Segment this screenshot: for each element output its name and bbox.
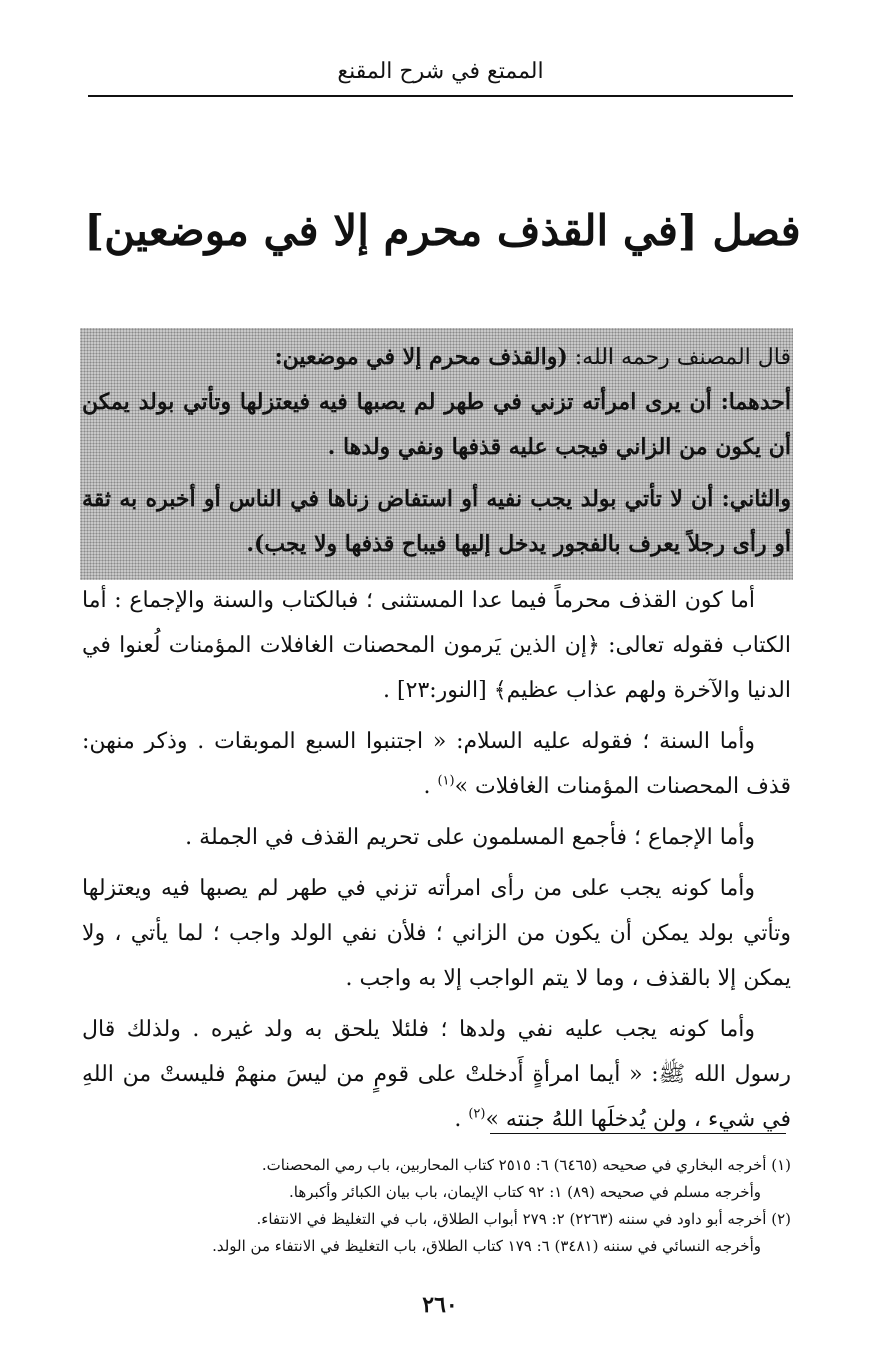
footnotes	[82, 1152, 791, 1260]
matn-text	[82, 335, 791, 567]
paragraph-2-end: .	[423, 774, 438, 799]
paragraph-5-end: .	[454, 1107, 469, 1132]
footnote-ref-2: (٢)	[468, 1106, 486, 1122]
paragraph-5-text: وأما كونه يجب عليه نفي ولدها ؛ فلئلا يلحق به ولد غيره . ولذلك قال رسول الله ﷺ: « أيما امرأةٍ أَدخلتْ على قومٍ من ليسَ منهمْ فليستْ من اللهِ في شيء ، ولن يُدخلَها اللهُ جنته »	[82, 1017, 791, 1132]
paragraph-3: وأما الإجماع ؛ فأجمع المسلمون على تحريم القذف في الجملة .	[185, 825, 755, 850]
matn-gap	[82, 470, 791, 477]
running-header: الممتع في شرح المقنع	[337, 59, 544, 84]
header-rule	[88, 95, 793, 97]
matn-second: والثاني: أن لا تأتي بولد يجب نفيه أو استفاض زناها في الناس أو أخبره به ثقة أو رأى رجلاً يعرف بالفجور يدخل إليها فيباح قذفها ولا يجب).	[82, 486, 791, 557]
footnote-2-line-1: (٢) أخرجه أبو داود في سننه (٢٢٦٣) ٢: ٢٧٩ أبواب الطلاق، باب في التغليظ في الانتفاء.	[256, 1210, 791, 1228]
paragraph-4: وأما كونه يجب على من رأى امرأته تزني في طهر لم يصبها فيه ويعتزلها وتأتي بولد يمكن أن يكون من الزاني ؛ فلأن نفي الولد واجب ؛ لما يأتي ، ولا يمكن إلا بالقذف ، وما لا يتم الواجب إلا به واجب .	[82, 876, 791, 991]
footnote-1-line-1: (١) أخرجه البخاري في صحيحه (٦٤٦٥) ٦: ٢٥١٥ كتاب المحاربين، باب رمي المحصنات.	[261, 1156, 791, 1174]
matn-intro-bold: (والقذف محرم إلا في موضعين:	[274, 344, 568, 370]
paragraph-2	[82, 719, 791, 809]
footnote-1-line-2: وأخرجه مسلم في صحيحه (٨٩) ١: ٩٢ كتاب الإيمان، باب بيان الكبائر وأكبرها.	[289, 1183, 761, 1201]
footnote-ref-1: (١)	[437, 773, 455, 789]
commentary	[82, 578, 791, 1148]
footnote-2-line-2: وأخرجه النسائي في سننه (٣٤٨١) ٦: ١٧٩ كتاب الطلاق، باب التغليظ في الانتفاء من الولد.	[212, 1237, 761, 1255]
page-number: ٢٦٠	[422, 1292, 458, 1318]
paragraph-2-text: وأما السنة ؛ فقوله عليه السلام: « اجتنبوا السبع الموبقات . وذكر منهن: قذف المحصنات المؤمنات الغافلات »	[82, 729, 791, 799]
matn-intro-line	[82, 335, 791, 380]
section-title: فصل [في القذف محرم إلا في موضعين]	[84, 206, 801, 255]
matn-first: أحدهما: أن يرى امرأته تزني في طهر لم يصبها فيه فيعتزلها وتأتي بولد يمكن أن يكون من الزاني فيجب عليه قذفها ونفي ولدها .	[82, 389, 791, 460]
footnote-rule	[490, 1133, 786, 1134]
paragraph-5	[82, 1007, 791, 1142]
matn-intro: قال المصنف رحمه الله:	[567, 345, 791, 370]
paragraph-1: أما كون القذف محرماً فيما عدا المستثنى ؛ فبالكتاب والسنة والإجماع : أما الكتاب فقوله تعالى: ﴿إن الذين يَرمون المحصنات الغافلات المؤمنات لُعنوا في الدنيا والآخرة ولهم عذاب عظيم﴾ [النور:٢٣] .	[82, 588, 791, 703]
